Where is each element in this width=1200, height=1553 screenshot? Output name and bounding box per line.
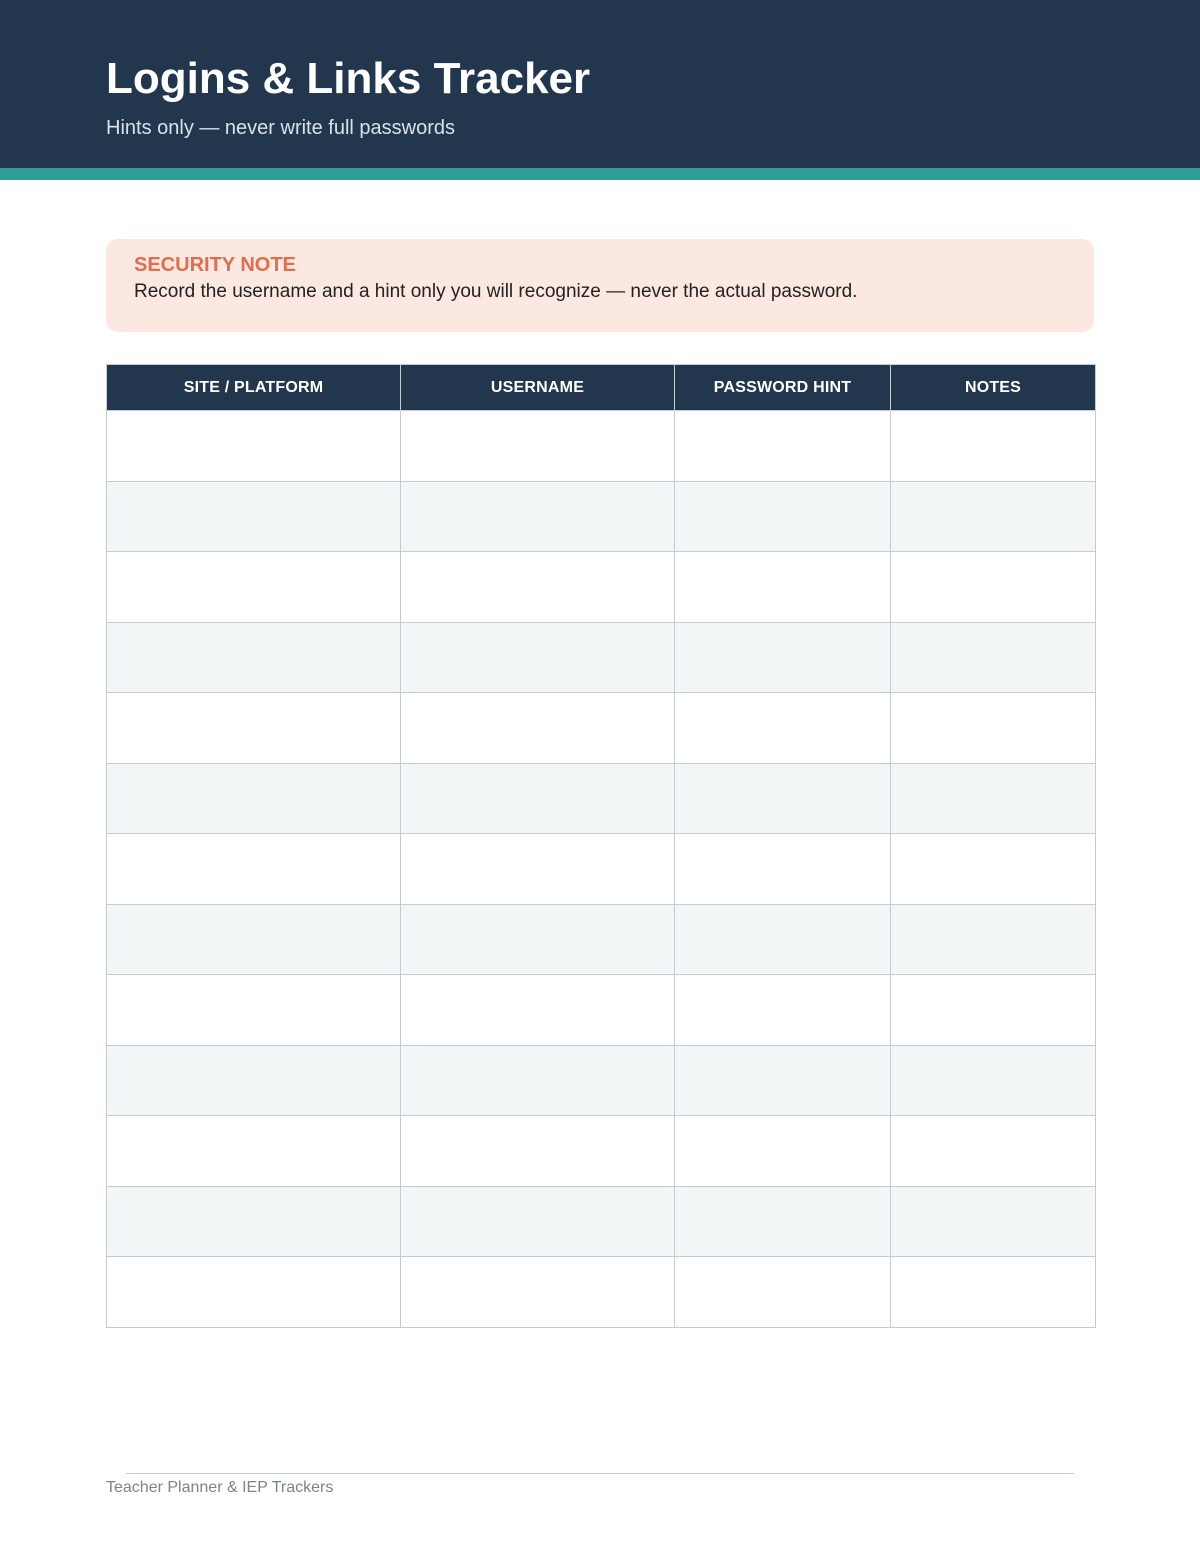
cell-site[interactable] [107,1045,401,1116]
table-header-row [107,365,1096,411]
table-row [107,763,1096,834]
table-row [107,904,1096,975]
logins-table [106,364,1096,1328]
cell-site[interactable] [107,1257,401,1328]
security-note-text: Record the username and a hint only you will recognize — never the actual password. [134,281,858,302]
cell-notes[interactable] [891,1257,1096,1328]
cell-site[interactable] [107,1186,401,1257]
cell-password-hint[interactable] [675,411,891,482]
cell-notes[interactable] [891,834,1096,905]
cell-password-hint[interactable] [675,693,891,764]
cell-username[interactable] [401,1045,675,1116]
cell-password-hint[interactable] [675,834,891,905]
column-header-site: SITE / PLATFORM [107,365,401,411]
page-header [0,0,1200,168]
cell-password-hint[interactable] [675,1186,891,1257]
cell-password-hint[interactable] [675,975,891,1046]
table-row [107,481,1096,552]
cell-notes[interactable] [891,904,1096,975]
cell-site[interactable] [107,763,401,834]
cell-notes[interactable] [891,481,1096,552]
cell-password-hint[interactable] [675,1045,891,1116]
security-note [106,239,1094,332]
table-row [107,411,1096,482]
cell-password-hint[interactable] [675,1116,891,1187]
cell-notes[interactable] [891,693,1096,764]
cell-username[interactable] [401,552,675,623]
cell-notes[interactable] [891,1045,1096,1116]
cell-notes[interactable] [891,975,1096,1046]
cell-username[interactable] [401,834,675,905]
table-row [107,1045,1096,1116]
cell-password-hint[interactable] [675,622,891,693]
page-subtitle: Hints only — never write full passwords [106,117,456,139]
cell-username[interactable] [401,411,675,482]
cell-username[interactable] [401,975,675,1046]
cell-site[interactable] [107,693,401,764]
cell-site[interactable] [107,1116,401,1187]
cell-password-hint[interactable] [675,552,891,623]
cell-username[interactable] [401,1186,675,1257]
cell-site[interactable] [107,622,401,693]
page-title: Logins & Links Tracker [106,54,591,103]
cell-site[interactable] [107,552,401,623]
table-body [107,411,1096,1328]
cell-notes[interactable] [891,552,1096,623]
cell-username[interactable] [401,481,675,552]
cell-password-hint[interactable] [675,763,891,834]
cell-site[interactable] [107,975,401,1046]
cell-username[interactable] [401,1257,675,1328]
column-header-username: USERNAME [401,365,675,411]
cell-username[interactable] [401,904,675,975]
cell-site[interactable] [107,411,401,482]
cell-notes[interactable] [891,1186,1096,1257]
cell-site[interactable] [107,834,401,905]
cell-password-hint[interactable] [675,904,891,975]
cell-notes[interactable] [891,763,1096,834]
security-note-heading: SECURITY NOTE [134,254,296,276]
table-row [107,834,1096,905]
cell-username[interactable] [401,763,675,834]
cell-password-hint[interactable] [675,1257,891,1328]
cell-username[interactable] [401,693,675,764]
cell-username[interactable] [401,1116,675,1187]
table-row [107,1186,1096,1257]
column-header-notes: NOTES [891,365,1096,411]
table-row [107,1116,1096,1187]
column-header-password-hint: PASSWORD HINT [675,365,891,411]
footer-divider [126,1473,1074,1474]
table-row [107,1257,1096,1328]
cell-notes[interactable] [891,1116,1096,1187]
cell-password-hint[interactable] [675,481,891,552]
footer-text: Teacher Planner & IEP Trackers [106,1479,334,1496]
cell-notes[interactable] [891,411,1096,482]
table-row [107,552,1096,623]
table-row [107,975,1096,1046]
cell-site[interactable] [107,481,401,552]
cell-username[interactable] [401,622,675,693]
cell-site[interactable] [107,904,401,975]
header-accent-bar [0,168,1200,180]
cell-notes[interactable] [891,622,1096,693]
table-row [107,622,1096,693]
table-row [107,693,1096,764]
